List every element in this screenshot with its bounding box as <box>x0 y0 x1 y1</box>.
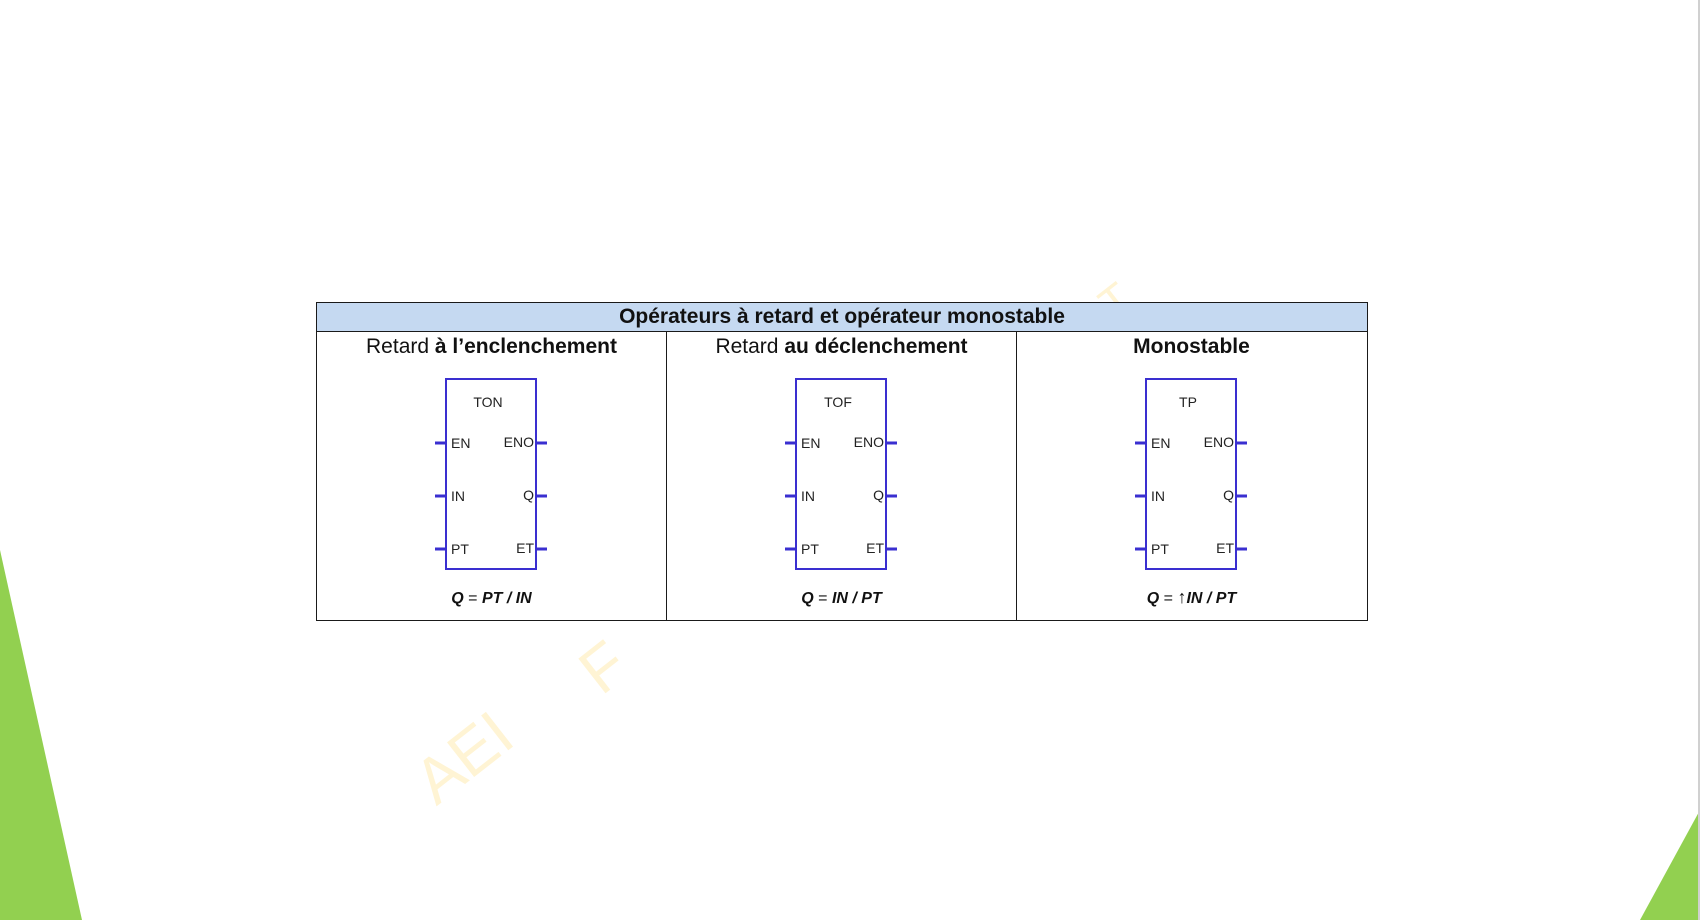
operators-table <box>316 302 1368 621</box>
pin-label-right: ET <box>516 540 534 556</box>
pin-label-left: EN <box>801 435 821 451</box>
watermark-mid: F <box>565 626 641 708</box>
pin-label-left: PT <box>451 541 469 557</box>
function-block-diagram <box>1017 332 1367 620</box>
pin-label-left: EN <box>1151 435 1171 451</box>
pin-label-right: ET <box>1216 540 1234 556</box>
column-tof <box>667 332 1017 620</box>
pin-label-left: IN <box>451 488 465 504</box>
green-triangle-right <box>1640 810 1700 920</box>
pin-label-left: EN <box>451 435 471 451</box>
green-triangle-left <box>0 550 82 920</box>
function-block-name: TP <box>1179 394 1197 410</box>
table-header-text: Opérateurs à retard et opérateur monostable <box>619 305 1065 328</box>
pin-label-left: PT <box>1151 541 1169 557</box>
column-title: Retard à l’enclenchement <box>366 335 617 358</box>
pin-label-right: Q <box>523 487 534 503</box>
pin-label-right: ENO <box>853 434 884 450</box>
pin-label-right: ENO <box>1203 434 1234 450</box>
table-header <box>317 303 1367 332</box>
function-block-diagram <box>317 332 667 620</box>
pin-label-right: Q <box>873 487 884 503</box>
pin-label-right: Q <box>1223 487 1234 503</box>
column-tp <box>1017 332 1366 620</box>
pin-label-left: IN <box>1151 488 1165 504</box>
column-title: Monostable <box>1133 335 1250 358</box>
function-block-name: TOF <box>824 394 852 410</box>
formula: Q = PT / IN <box>451 590 532 607</box>
pin-label-right: ENO <box>503 434 534 450</box>
watermark-left: AEI <box>400 697 527 818</box>
pin-label-left: IN <box>801 488 815 504</box>
function-block-diagram <box>667 332 1017 620</box>
function-block-name: TON <box>473 394 503 410</box>
pin-label-right: ET <box>866 540 884 556</box>
column-title: Retard au déclenchement <box>715 335 968 358</box>
column-ton <box>317 332 667 620</box>
formula: Q = IN / PT <box>801 590 882 607</box>
formula: Q = ↑IN / PT <box>1146 587 1237 607</box>
pin-label-left: PT <box>801 541 819 557</box>
